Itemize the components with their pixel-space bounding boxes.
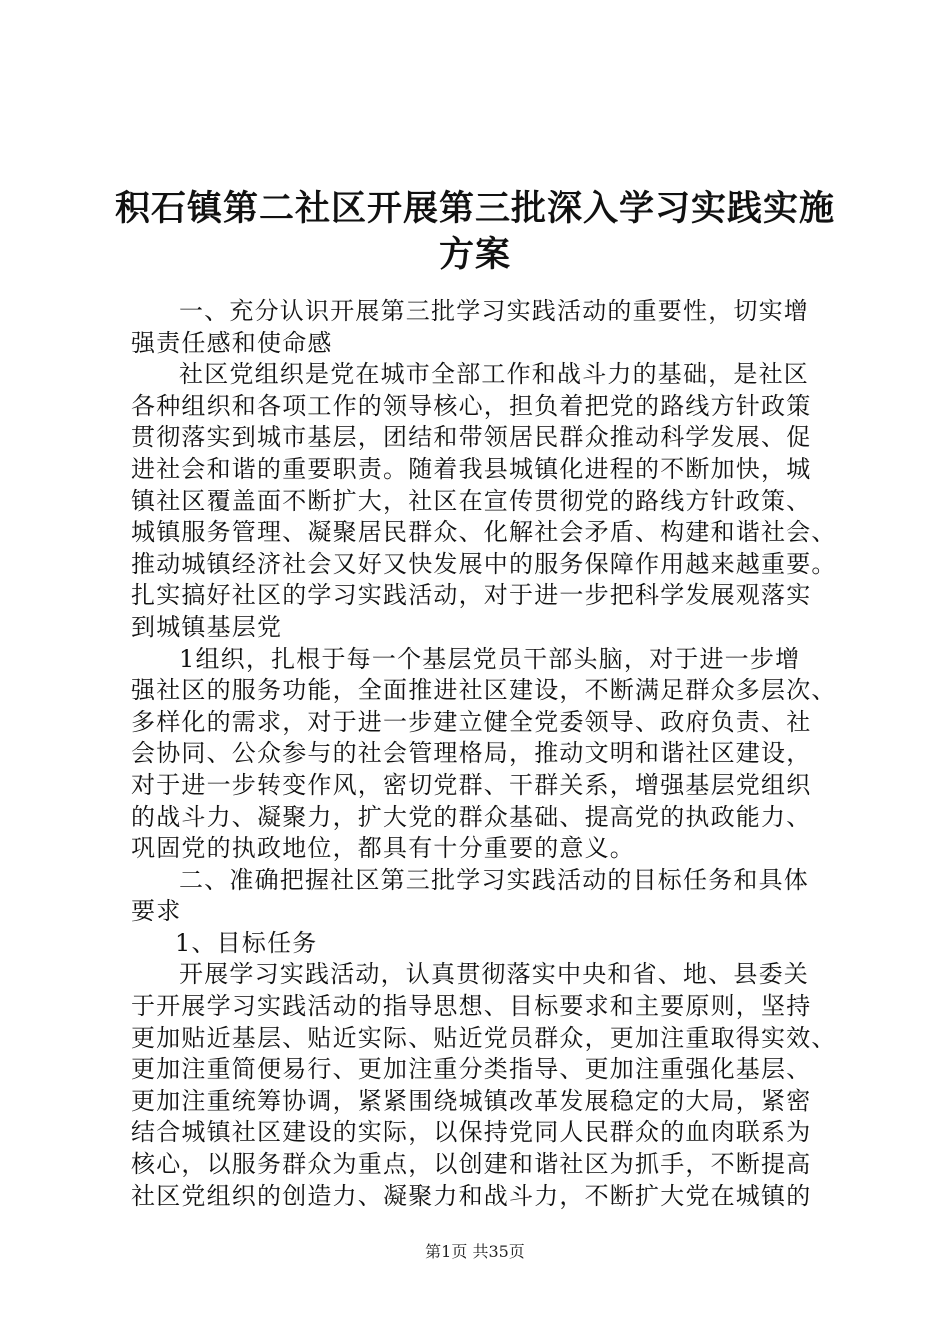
body-line: 扎实搞好社区的学习实践活动，对于进一步把科学发展观落实 — [131, 581, 812, 610]
body-line: 巩固党的执政地位，都具有十分重要的意义。 — [131, 834, 635, 863]
body-line: 镇社区覆盖面不断扩大，社区在宣传贯彻党的路线方针政策、 — [131, 486, 812, 515]
body-line: 1、目标任务 — [175, 928, 318, 957]
body-line: 强责任感和使命感 — [131, 328, 333, 357]
body-line: 二、准确把握社区第三批学习实践活动的目标任务和具体 — [179, 865, 809, 894]
body-line: 城镇服务管理、凝聚居民群众、化解社会矛盾、构建和谐社会、 — [131, 518, 837, 547]
body-line: 更加注重简便易行、更加注重分类指导、更加注重强化基层、 — [131, 1055, 812, 1084]
body-line: 核心，以服务群众为重点，以创建和谐社区为抓手，不断提高 — [131, 1150, 812, 1179]
body-line: 推动城镇经济社会又好又快发展中的服务保障作用越来越重要。 — [131, 549, 837, 578]
document-title-line-2: 方案 — [438, 234, 511, 275]
document-body — [131, 296, 837, 1212]
body-line: 强社区的服务功能，全面推进社区建设，不断满足群众多层次、 — [131, 676, 837, 705]
body-line: 社区党组织是党在城市全部工作和战斗力的基础，是社区 — [179, 360, 809, 389]
body-line: 开展学习实践活动，认真贯彻落实中央和省、地、县委关 — [179, 960, 809, 989]
document-title-line-1: 积石镇第二社区开展第三批深入学习实践实施 — [114, 188, 835, 229]
body-line: 会协同、公众参与的社会管理格局，推动文明和谐社区建设， — [131, 739, 812, 768]
body-line: 进社会和谐的重要职责。随着我县城镇化进程的不断加快，城 — [131, 454, 812, 483]
body-line: 更加贴近基层、贴近实际、贴近党员群众，更加注重取得实效、 — [131, 1023, 837, 1052]
body-line: 更加注重统筹协调，紧紧围绕城镇改革发展稳定的大局，紧密 — [131, 1086, 812, 1115]
body-line: 1组织，扎根于每一个基层党员干部头脑，对于进一步增 — [179, 644, 801, 673]
body-line: 对于进一步转变作风，密切党群、干群关系，增强基层党组织 — [131, 770, 812, 799]
body-line: 一、充分认识开展第三批学习实践活动的重要性，切实增 — [179, 297, 809, 325]
body-line: 贯彻落实到城市基层，团结和带领居民群众推动科学发展、促 — [131, 423, 812, 452]
body-line: 结合城镇社区建设的实际，以保持党同人民群众的血肉联系为 — [131, 1118, 812, 1147]
body-line: 到城镇基层党 — [131, 612, 283, 641]
body-line: 要求 — [131, 897, 182, 926]
body-line: 多样化的需求，对于进一步建立健全党委领导、政府负责、社 — [131, 707, 812, 736]
body-line: 各种组织和各项工作的领导核心，担负着把党的路线方针政策 — [131, 391, 812, 420]
body-line: 社区党组织的创造力、凝聚力和战斗力，不断扩大党在城镇的 — [131, 1181, 812, 1210]
body-line: 的战斗力、凝聚力，扩大党的群众基础、提高党的执政能力、 — [131, 802, 812, 831]
body-line: 于开展学习实践活动的指导思想、目标要求和主要原则，坚持 — [131, 992, 812, 1021]
page-number-footer: 第1页 共35页 — [425, 1242, 525, 1261]
